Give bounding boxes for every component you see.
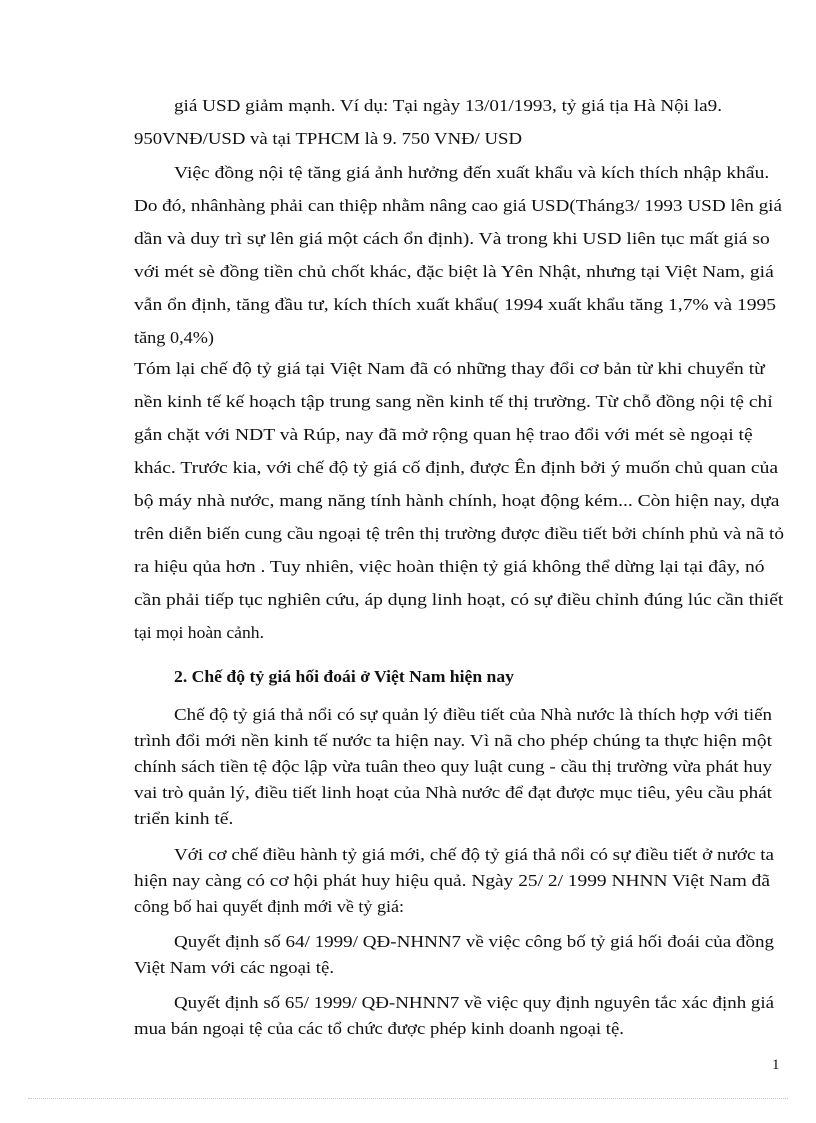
- text-line: mua bán ngoại tệ của các tổ chức được phép kinh doanh ngoại tệ.: [134, 1019, 624, 1038]
- text-line: Quyết định số 65/ 1999/ QĐ-NHNN7 về việc quy định nguyên tắc xác định giá: [174, 993, 774, 1012]
- text-line: trên diễn biến cung cầu ngoại tệ trên thị trường được điều tiết bởi chính phủ và nã tỏ: [134, 524, 784, 543]
- section-heading: 2. Chế độ tỷ giá hối đoái ở Việt Nam hiện nay: [174, 667, 514, 686]
- text-line: tại mọi hoàn cảnh.: [134, 623, 264, 642]
- text-line: vai trò quản lý, điều tiết linh hoạt của Nhà nước để đạt được mục tiêu, yêu cầu phát: [134, 783, 772, 802]
- text-line: Với cơ chế điều hành tỷ giá mới, chế độ tỷ giá thả nổi có sự điều tiết ở nước ta: [174, 845, 774, 864]
- text-line: Việc đồng nội tệ tăng giá ảnh hưởng đến xuất khẩu và kích thích nhập khẩu.: [174, 163, 770, 182]
- text-line: dần và duy trì sự lên giá một cách ổn định). Và trong khi USD liên tục mất giá so: [134, 229, 770, 248]
- text-line: triển kinh tế.: [134, 809, 234, 828]
- text-line: tăng 0,4%): [134, 328, 214, 347]
- text-line: trình đổi mới nền kinh tế nước ta hiện nay. Vì nã cho phép chúng ta thực hiện một: [134, 731, 772, 750]
- text-line: 950VNĐ/USD và tại TPHCM là 9. 750 VNĐ/ USD: [134, 129, 522, 148]
- text-line: Việt Nam với các ngoại tệ.: [134, 958, 334, 977]
- text-line: nền kinh tế kế hoạch tập trung sang nền kinh tế thị trường. Từ chỗ đồng nội tệ chỉ: [134, 392, 773, 411]
- text-line: gắn chặt với NDT và Rúp, nay đã mở rộng quan hệ trao đổi với mét sè ngoại tệ: [134, 425, 753, 444]
- text-line: chính sách tiền tệ độc lập vừa tuân theo quy luật cung - cầu thị trường vừa phát huy: [134, 757, 772, 776]
- text-line: khác. Trước kia, với chế độ tỷ giá cố định, được Ên định bởi ý muốn chủ quan của: [134, 458, 779, 477]
- text-line: hiện nay càng có cơ hội phát huy hiệu quả. Ngày 25/ 2/ 1999 NHNN Việt Nam đã: [134, 871, 770, 890]
- text-line: Quyết định số 64/ 1999/ QĐ-NHNN7 về việc công bố tỷ giá hối đoái của đồng: [174, 932, 774, 951]
- text-line: ra hiệu qủa hơn . Tuy nhiên, việc hoàn thiện tỷ giá không thể dừng lại tại đây, nó: [134, 557, 765, 576]
- page-bottom-divider: [28, 1098, 788, 1099]
- text-line: bộ máy nhà nước, mang năng tính hành chính, hoạt động kém... Còn hiện nay, dựa: [134, 491, 780, 510]
- text-line: Do đó, nhânhàng phải can thiệp nhằm nâng cao giá USD(Tháng3/ 1993 USD lên giá: [134, 196, 782, 215]
- text-line: với mét sè đồng tiền chủ chốt khác, đặc biệt là Yên Nhật, nhưng tại Việt Nam, giá: [134, 262, 774, 281]
- text-line: vẫn ổn định, tăng đầu tư, kích thích xuất khẩu( 1994 xuất khẩu tăng 1,7% và 1995: [134, 295, 777, 314]
- text-line: giá USD giảm mạnh. Ví dụ: Tại ngày 13/01/1993, tỷ giá tịa Hà Nội la9.: [174, 96, 722, 115]
- text-line: Chế độ tỷ giá thả nổi có sự quản lý điều tiết của Nhà nước là thích hợp với tiến: [174, 705, 772, 724]
- text-line: cần phải tiếp tục nghiên cứu, áp dụng linh hoạt, có sự điều chỉnh đúng lúc cần thiết: [134, 590, 784, 609]
- page-number: 1: [772, 1057, 780, 1073]
- text-line: Tóm lại chế độ tỷ giá tại Việt Nam đã có những thay đổi cơ bản từ khi chuyển từ: [134, 359, 765, 378]
- text-line: công bố hai quyết định mới về tỷ giá:: [134, 897, 404, 916]
